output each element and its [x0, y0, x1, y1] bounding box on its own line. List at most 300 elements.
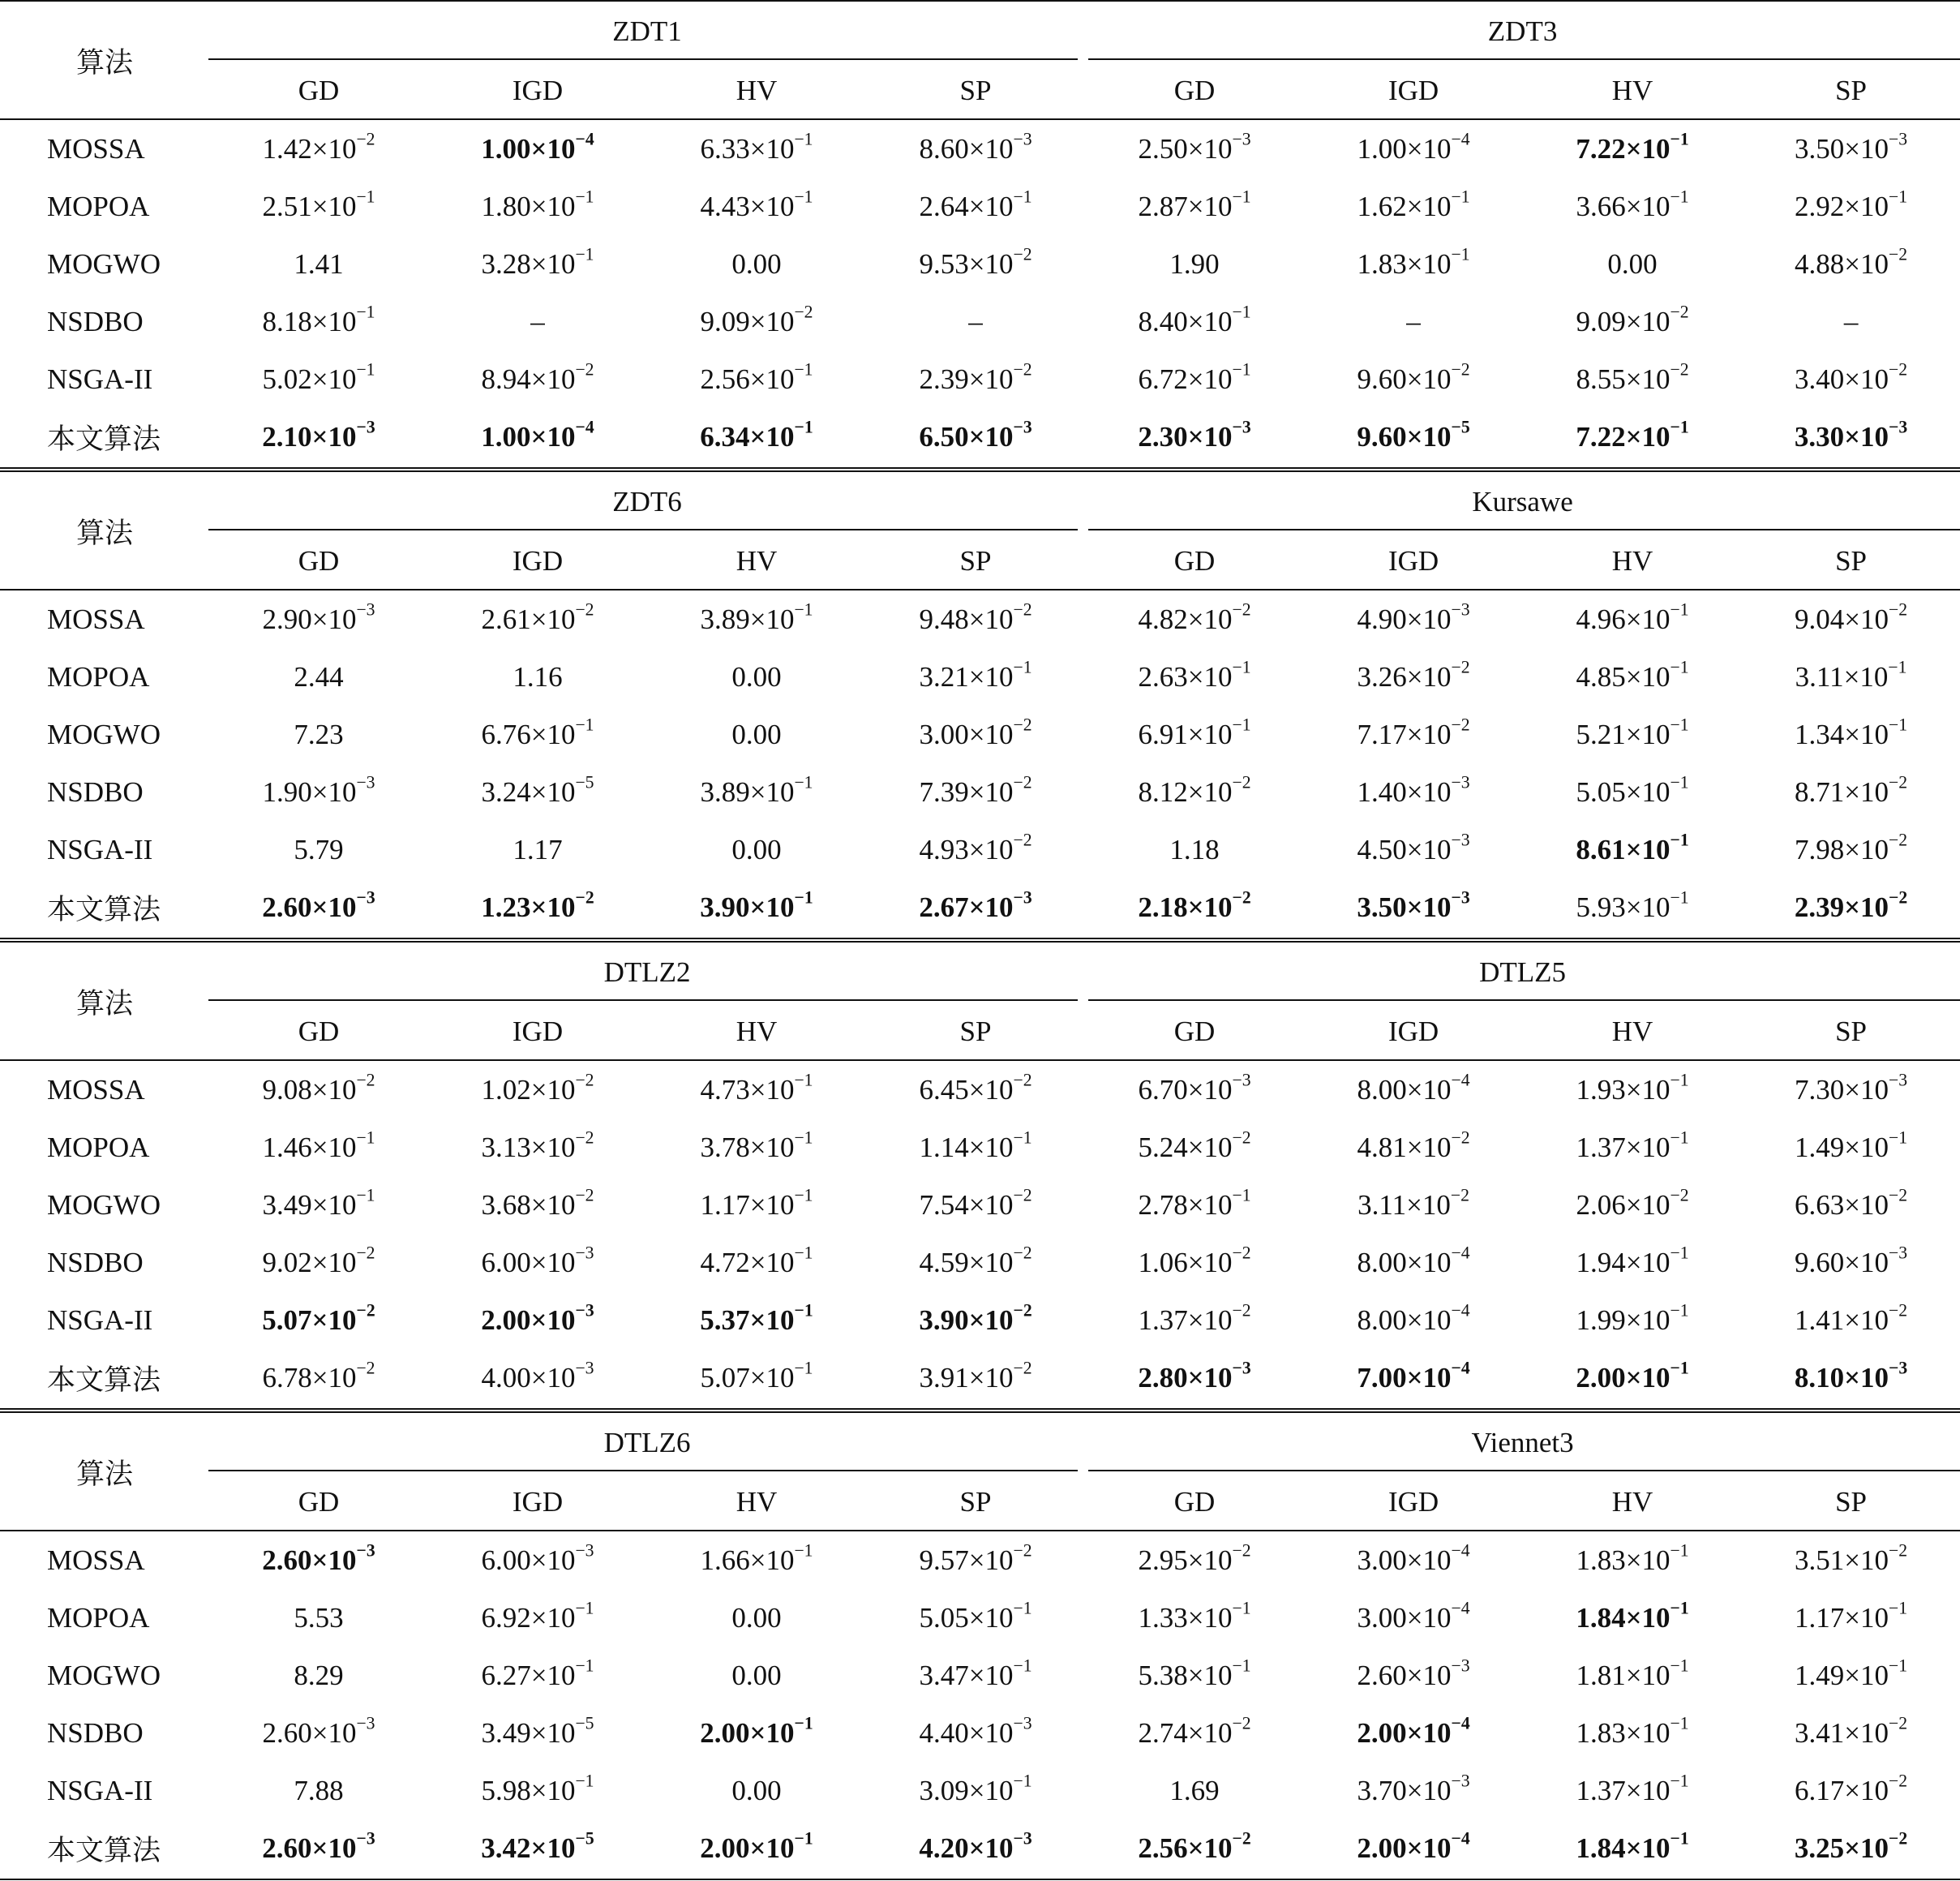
- exponent: −2: [356, 129, 375, 149]
- block-separator-rule: [0, 1411, 1960, 1413]
- value-cell: [1304, 1349, 1523, 1406]
- times-ten: ×10: [1625, 1303, 1671, 1336]
- value-cell: [1304, 1647, 1523, 1704]
- times-ten: ×10: [968, 363, 1014, 395]
- mantissa: 4.20: [919, 1832, 969, 1864]
- mantissa: 2.61: [481, 603, 531, 635]
- mantissa: 7.88: [294, 1774, 344, 1806]
- metric-header: SP: [959, 544, 992, 577]
- value-cell: [866, 878, 1085, 936]
- value-cell: [647, 1589, 866, 1647]
- value-cell: [866, 821, 1085, 878]
- mantissa: 3.49: [481, 1716, 531, 1749]
- mantissa: 1.84: [1576, 1832, 1626, 1864]
- mantissa: 7.30: [1795, 1073, 1845, 1106]
- algorithm-name: MOSSA: [47, 1073, 145, 1106]
- mantissa: 7.54: [919, 1188, 969, 1221]
- mantissa: 2.60: [262, 1716, 312, 1749]
- table-row: [0, 648, 1960, 706]
- mantissa: 4.90: [1357, 603, 1407, 635]
- value-cell: [1085, 706, 1304, 763]
- times-ten: ×10: [1187, 1131, 1233, 1163]
- value-cell: [428, 1176, 647, 1234]
- times-ten: ×10: [1844, 1246, 1889, 1278]
- exponent: −2: [1013, 244, 1032, 264]
- times-ten: ×10: [530, 775, 576, 808]
- mantissa: 1.41: [1795, 1303, 1845, 1336]
- mantissa: 1.00: [481, 420, 531, 453]
- value-cell: [1523, 706, 1742, 763]
- times-ten: ×10: [1406, 891, 1452, 923]
- times-ten: ×10: [1406, 190, 1452, 222]
- value-cell: [1085, 408, 1304, 466]
- mantissa: 6.72: [1138, 363, 1188, 395]
- mantissa: 1.37: [1576, 1131, 1626, 1163]
- algorithm-name: MOPOA: [47, 1601, 150, 1634]
- value-cell: [209, 1176, 428, 1234]
- mantissa: 1.90: [1169, 247, 1220, 280]
- algorithm-header: 算法: [75, 1458, 133, 1490]
- exponent: −2: [356, 1358, 375, 1378]
- times-ten: ×10: [530, 1361, 576, 1394]
- exponent: −3: [575, 1540, 594, 1561]
- table-row: [0, 120, 1960, 178]
- value-cell: [1742, 178, 1960, 235]
- exponent: −4: [1451, 1358, 1470, 1378]
- algorithm-name: NSGA-II: [47, 1774, 153, 1806]
- mantissa: 4.85: [1576, 660, 1626, 693]
- mantissa: 5.53: [294, 1601, 344, 1634]
- value-cell: [428, 1531, 647, 1589]
- value-cell: [1523, 1291, 1742, 1349]
- times-ten: ×10: [1625, 718, 1671, 750]
- mantissa: 2.18: [1138, 891, 1188, 923]
- value-cell: [1742, 408, 1960, 466]
- exponent: −1: [794, 1828, 813, 1849]
- times-ten: ×10: [1844, 891, 1889, 923]
- exponent: −1: [1232, 359, 1251, 380]
- value-cell: [647, 763, 866, 821]
- value-cell: [428, 763, 647, 821]
- times-ten: ×10: [1844, 420, 1889, 453]
- times-ten: ×10: [530, 1544, 576, 1576]
- mantissa: 5.93: [1576, 891, 1626, 923]
- exponent: −5: [575, 1828, 594, 1849]
- mantissa: 0.00: [731, 1659, 782, 1691]
- value-cell: [866, 178, 1085, 235]
- metric-header: IGD: [512, 544, 564, 577]
- mantissa: 8.18: [262, 305, 312, 337]
- mantissa: 9.04: [1795, 603, 1845, 635]
- mantissa: 7.17: [1357, 718, 1407, 750]
- times-ten: ×10: [749, 1131, 795, 1163]
- times-ten: ×10: [968, 132, 1014, 165]
- mantissa: 1.16: [513, 660, 563, 693]
- value-cell: [428, 408, 647, 466]
- algorithm-name: NSDBO: [47, 1716, 144, 1749]
- mantissa: 3.00: [1357, 1544, 1407, 1576]
- exponent: −3: [356, 599, 375, 620]
- mantissa: 6.70: [1138, 1073, 1188, 1106]
- times-ten: ×10: [1187, 603, 1233, 635]
- mantissa: 7.22: [1576, 420, 1626, 453]
- times-ten: ×10: [749, 1361, 795, 1394]
- value-cell: [647, 178, 866, 235]
- exponent: −2: [1889, 830, 1908, 850]
- table-row: [0, 1704, 1960, 1762]
- metric-header: IGD: [512, 1485, 564, 1518]
- header-bottom-rule: [0, 118, 1960, 120]
- value-cell: [209, 1531, 428, 1589]
- mantissa: 5.07: [700, 1361, 750, 1394]
- mantissa: 1.00: [1357, 132, 1407, 165]
- exponent: −2: [1451, 1127, 1470, 1148]
- exponent: −1: [1670, 1127, 1689, 1148]
- table-row: [0, 1647, 1960, 1704]
- times-ten: ×10: [1625, 1774, 1671, 1806]
- exponent: −4: [1451, 129, 1470, 149]
- value-cell: [1304, 763, 1523, 821]
- exponent: −2: [1232, 1300, 1251, 1321]
- value-cell: [1523, 1589, 1742, 1647]
- value-cell: [1742, 1119, 1960, 1176]
- mantissa: 3.11: [1357, 1188, 1407, 1221]
- metric-header: SP: [1835, 1485, 1868, 1518]
- mantissa: 1.14: [919, 1131, 969, 1163]
- problem-underline: [1088, 999, 1960, 1001]
- value-cell: [647, 1762, 866, 1819]
- mantissa: 3.26: [1357, 660, 1407, 693]
- mantissa: 2.00: [481, 1303, 531, 1336]
- times-ten: ×10: [1844, 1716, 1889, 1749]
- mantissa: 6.63: [1795, 1188, 1845, 1221]
- value-cell: [1085, 120, 1304, 178]
- value-cell: [209, 235, 428, 293]
- exponent: −1: [794, 772, 813, 792]
- algorithm-name: MOGWO: [47, 1659, 161, 1691]
- value-cell: [866, 350, 1085, 408]
- mantissa: 1.49: [1795, 1131, 1845, 1163]
- exponent: −3: [1451, 599, 1470, 620]
- mantissa: 1.17: [1795, 1601, 1845, 1634]
- value-cell: [1304, 1762, 1523, 1819]
- mantissa: 6.45: [919, 1073, 969, 1106]
- mantissa: 1.37: [1576, 1774, 1626, 1806]
- times-ten: ×10: [1406, 718, 1452, 750]
- times-ten: ×10: [968, 1832, 1014, 1864]
- times-ten: ×10: [968, 1303, 1014, 1336]
- mantissa: 5.21: [1576, 718, 1626, 750]
- times-ten: ×10: [1406, 1832, 1452, 1864]
- exponent: −2: [1670, 1185, 1689, 1205]
- exponent: −3: [1232, 417, 1251, 437]
- exponent: −3: [1013, 887, 1032, 908]
- problem-header: DTLZ2: [603, 956, 691, 988]
- table-row: [0, 706, 1960, 763]
- exponent: −3: [1232, 1358, 1251, 1378]
- times-ten: ×10: [1406, 775, 1452, 808]
- exponent: −3: [1889, 129, 1908, 149]
- mantissa: 3.09: [919, 1774, 969, 1806]
- times-ten: ×10: [968, 247, 1014, 280]
- exponent: −2: [1451, 657, 1470, 677]
- mantissa: 2.63: [1138, 660, 1188, 693]
- mantissa: 6.27: [481, 1659, 531, 1691]
- algorithm-name: MOGWO: [47, 718, 161, 750]
- value-cell: [428, 235, 647, 293]
- metric-header: HV: [736, 544, 778, 577]
- header-bottom-rule: [0, 1059, 1960, 1061]
- mantissa: 3.21: [919, 660, 969, 693]
- algorithm-name: MOGWO: [47, 247, 161, 280]
- mantissa: 5.02: [262, 363, 312, 395]
- value-cell: [1523, 1704, 1742, 1762]
- metric-header: SP: [959, 74, 992, 106]
- value-cell: [1304, 1176, 1523, 1234]
- mantissa: 8.29: [294, 1659, 344, 1691]
- algorithm-name: NSGA-II: [47, 1303, 153, 1336]
- problem-header: ZDT6: [612, 485, 682, 517]
- times-ten: ×10: [1187, 132, 1233, 165]
- value-cell: [1523, 1819, 1742, 1877]
- exponent: −2: [1451, 359, 1470, 380]
- exponent: −1: [1451, 244, 1470, 264]
- block-separator-rule: [0, 938, 1960, 939]
- value-cell: [866, 120, 1085, 178]
- times-ten: ×10: [1625, 1716, 1671, 1749]
- value-cell: [647, 821, 866, 878]
- mantissa: 6.00: [481, 1246, 531, 1278]
- times-ten: ×10: [311, 1544, 357, 1576]
- value-cell: [1742, 350, 1960, 408]
- value-cell: [1085, 1061, 1304, 1119]
- exponent: −2: [1232, 772, 1251, 792]
- mantissa: 0.00: [1607, 247, 1658, 280]
- times-ten: ×10: [311, 775, 357, 808]
- value-cell: [1304, 350, 1523, 408]
- mantissa: 3.70: [1357, 1774, 1407, 1806]
- times-ten: ×10: [530, 1774, 576, 1806]
- times-ten: ×10: [1187, 190, 1233, 222]
- mantissa: 4.72: [700, 1246, 750, 1278]
- value-cell: [209, 590, 428, 648]
- exponent: −1: [1013, 187, 1032, 207]
- mantissa: 1.49: [1795, 1659, 1845, 1691]
- exponent: −3: [356, 1540, 375, 1561]
- exponent: −2: [1013, 1185, 1032, 1205]
- exponent: −3: [1889, 1243, 1908, 1263]
- mantissa: 3.50: [1357, 891, 1407, 923]
- value-cell: [1523, 1349, 1742, 1406]
- exponent: −3: [575, 1243, 594, 1263]
- mantissa: –: [968, 305, 983, 337]
- exponent: −1: [1670, 1358, 1689, 1378]
- value-cell: [1523, 1647, 1742, 1704]
- value-cell: [866, 1762, 1085, 1819]
- value-cell: [866, 1119, 1085, 1176]
- value-cell: [866, 1061, 1085, 1119]
- exponent: −1: [1670, 1300, 1689, 1321]
- exponent: −1: [1670, 772, 1689, 792]
- times-ten: ×10: [1187, 1544, 1233, 1576]
- value-cell: [647, 408, 866, 466]
- mantissa: 1.02: [481, 1073, 531, 1106]
- exponent: −2: [1013, 1540, 1032, 1561]
- times-ten: ×10: [1844, 1659, 1889, 1691]
- algorithm-header: 算法: [75, 988, 133, 1020]
- value-cell: [209, 1349, 428, 1406]
- mantissa: 3.30: [1794, 420, 1845, 453]
- mantissa: 4.96: [1576, 603, 1626, 635]
- times-ten: ×10: [311, 305, 357, 337]
- mantissa: 3.68: [481, 1188, 531, 1221]
- exponent: −1: [1888, 657, 1907, 677]
- exponent: −1: [575, 244, 594, 264]
- exponent: −4: [1451, 1540, 1470, 1561]
- times-ten: ×10: [1625, 660, 1671, 693]
- exponent: −1: [1232, 1598, 1251, 1618]
- value-cell: [866, 1819, 1085, 1877]
- table-row: [0, 1349, 1960, 1406]
- problem-underline: [208, 58, 1078, 60]
- value-cell: [209, 1234, 428, 1291]
- header-row-metrics: [0, 531, 1960, 590]
- algorithm-name: 本文算法: [47, 1364, 161, 1396]
- times-ten: ×10: [1187, 718, 1233, 750]
- times-ten: ×10: [1625, 1188, 1671, 1221]
- value-cell: [1523, 1176, 1742, 1234]
- times-ten: ×10: [968, 1774, 1014, 1806]
- exponent: −2: [1232, 1127, 1251, 1148]
- value-cell: [866, 408, 1085, 466]
- mantissa: 1.84: [1576, 1601, 1626, 1634]
- value-cell: [1304, 1589, 1523, 1647]
- metric-header: GD: [1173, 1485, 1216, 1518]
- times-ten: ×10: [1625, 190, 1671, 222]
- times-ten: ×10: [749, 1303, 795, 1336]
- mantissa: 2.60: [262, 1544, 312, 1576]
- times-ten: ×10: [311, 1246, 357, 1278]
- exponent: −1: [575, 1771, 594, 1791]
- header-row-problems: [0, 472, 1960, 531]
- value-cell: [1304, 1234, 1523, 1291]
- mantissa: 1.41: [294, 247, 344, 280]
- metric-header: GD: [298, 1485, 340, 1518]
- mantissa: 7.00: [1357, 1361, 1407, 1394]
- table-block: [0, 943, 1960, 1406]
- mantissa: 6.17: [1795, 1774, 1845, 1806]
- mantissa: 3.89: [700, 775, 750, 808]
- times-ten: ×10: [1844, 1073, 1889, 1106]
- algorithm-name: 本文算法: [47, 893, 161, 925]
- value-cell: [1742, 821, 1960, 878]
- metric-header: HV: [736, 1015, 778, 1047]
- exponent: −1: [1013, 1656, 1032, 1676]
- mantissa: 1.34: [1795, 718, 1845, 750]
- value-cell: [647, 1119, 866, 1176]
- value-cell: [647, 878, 866, 936]
- metric-header: HV: [1611, 1015, 1653, 1047]
- value-cell: [1742, 1349, 1960, 1406]
- mantissa: 1.62: [1357, 190, 1407, 222]
- table-row: [0, 178, 1960, 235]
- exponent: −1: [1670, 1656, 1689, 1676]
- metric-header: IGD: [1387, 544, 1439, 577]
- mantissa: 3.89: [700, 603, 750, 635]
- mantissa: 2.64: [919, 190, 969, 222]
- mantissa: 2.39: [919, 363, 969, 395]
- algorithm-name: NSGA-II: [47, 363, 153, 395]
- table-row: [0, 821, 1960, 878]
- times-ten: ×10: [1843, 660, 1889, 693]
- exponent: −4: [1451, 1713, 1470, 1733]
- times-ten: ×10: [530, 1131, 576, 1163]
- problem-header: ZDT1: [612, 15, 682, 47]
- times-ten: ×10: [1187, 1601, 1233, 1634]
- mantissa: 1.93: [1576, 1073, 1626, 1106]
- table-row: [0, 1762, 1960, 1819]
- mantissa: 9.60: [1357, 363, 1407, 395]
- value-cell: [647, 293, 866, 350]
- value-cell: [866, 648, 1085, 706]
- times-ten: ×10: [1406, 132, 1452, 165]
- mantissa: 2.78: [1138, 1188, 1188, 1221]
- value-cell: [209, 178, 428, 235]
- exponent: −1: [1232, 1656, 1251, 1676]
- times-ten: ×10: [1187, 891, 1233, 923]
- mantissa: 0.00: [731, 1601, 782, 1634]
- problem-header: DTLZ5: [1479, 956, 1567, 988]
- exponent: −2: [356, 1070, 375, 1090]
- value-cell: [428, 1589, 647, 1647]
- value-cell: [1304, 706, 1523, 763]
- times-ten: ×10: [311, 1303, 357, 1336]
- algorithm-name: NSGA-II: [47, 833, 153, 865]
- mantissa: 5.07: [262, 1303, 312, 1336]
- value-cell: [428, 350, 647, 408]
- mantissa: 2.60: [262, 1832, 312, 1864]
- value-cell: [1304, 1061, 1523, 1119]
- times-ten: ×10: [311, 1131, 357, 1163]
- value-cell: [1304, 120, 1523, 178]
- value-cell: [209, 1589, 428, 1647]
- times-ten: ×10: [1406, 660, 1452, 693]
- algorithm-name: MOPOA: [47, 190, 150, 222]
- metric-header: SP: [1835, 544, 1868, 577]
- times-ten: ×10: [1625, 1246, 1671, 1278]
- value-cell: [1742, 1819, 1960, 1877]
- exponent: −2: [1889, 1540, 1908, 1561]
- exponent: −3: [1889, 417, 1908, 437]
- mantissa: 1.17: [513, 833, 563, 865]
- mantissa: 3.40: [1795, 363, 1845, 395]
- value-cell: [1085, 1119, 1304, 1176]
- exponent: −1: [1232, 302, 1251, 322]
- times-ten: ×10: [311, 891, 357, 923]
- value-cell: [647, 590, 866, 648]
- value-cell: [866, 763, 1085, 821]
- times-ten: ×10: [1187, 1659, 1233, 1691]
- mantissa: 9.60: [1795, 1246, 1845, 1278]
- mantissa: 9.53: [919, 247, 969, 280]
- mantissa: 5.38: [1138, 1659, 1188, 1691]
- value-cell: [1304, 1531, 1523, 1589]
- value-cell: [647, 1061, 866, 1119]
- exponent: −3: [1889, 1070, 1908, 1090]
- header-row-metrics: [0, 61, 1960, 120]
- mantissa: 2.00: [700, 1832, 750, 1864]
- mantissa: 1.33: [1138, 1601, 1188, 1634]
